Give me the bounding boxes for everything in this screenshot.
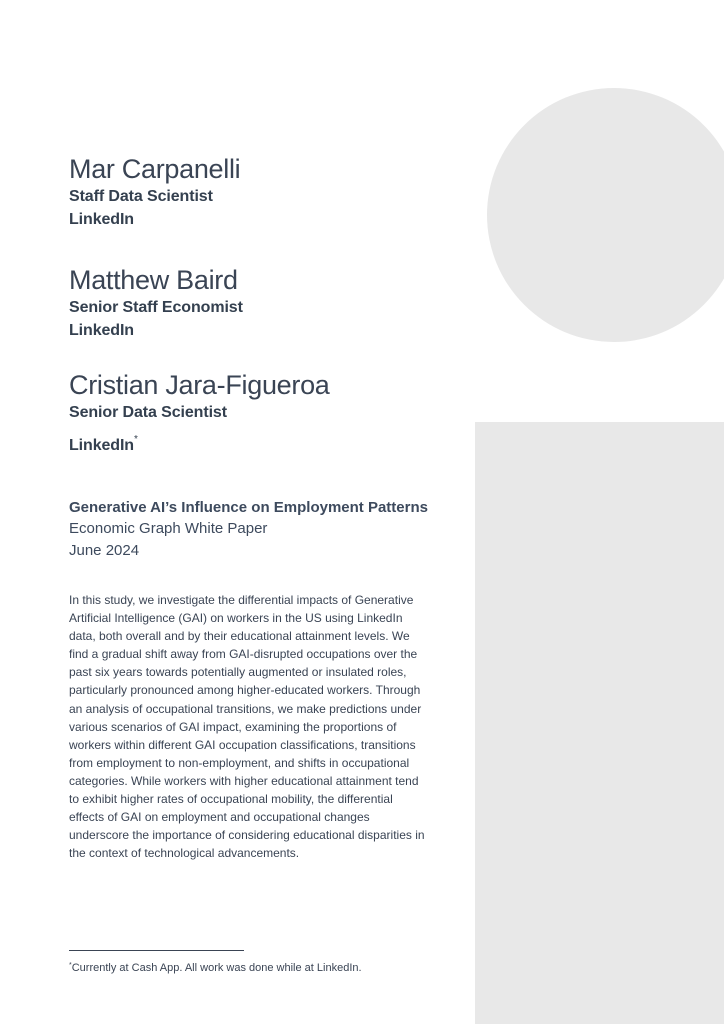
author-name: Cristian Jara-Figueroa (69, 370, 330, 400)
decorative-side-block (475, 422, 724, 1024)
author-org: LinkedIn (69, 322, 134, 339)
paper-info (69, 497, 428, 562)
author-role: Senior Data Scientist (69, 404, 227, 421)
author-block-1 (69, 153, 240, 231)
paper-title: Generative AI’s Influence on Employment Patterns (69, 499, 428, 516)
decorative-circle (487, 88, 724, 342)
paper-series: Economic Graph White Paper (69, 520, 268, 537)
author-org: LinkedIn (69, 211, 134, 228)
author-block-2 (69, 264, 243, 342)
author-block-3 (69, 369, 330, 457)
author-org-text: LinkedIn (69, 437, 134, 454)
footnote-divider (69, 950, 244, 951)
footnote-text: Currently at Cash App. All work was done while at LinkedIn. (71, 962, 362, 974)
author-name: Mar Carpanelli (69, 154, 241, 184)
author-role: Senior Staff Economist (69, 299, 243, 316)
footnote-mark: * (69, 962, 72, 969)
footnote-marker: * (133, 434, 138, 445)
footnote (69, 958, 362, 976)
abstract: In this study, we investigate the differential impacts of Generative Artificial Intelligence (GAI) on workers in the US using LinkedIn data, both overall and by their educational attainment levels. We find a gradual shift away from GAI-disrupted occupations over the past six years towards potentially augmented or insulated roles, particularly pronounced among higher-educated workers. Through an analysis of occupational transitions, we make predictions under various scenarios of GAI impact, examining the proportions of workers within different GAI occupation classifications, transitions from employment to non-employment, and shifts in occupational categories. While workers with higher educational attainment tend to exhibit higher rates of occupational mobility, the differential effects of GAI on employment and occupational changes underscore the importance of considering educational disparities in the context of technological advancements. (69, 593, 425, 861)
paper-date: June 2024 (69, 542, 140, 559)
author-role: Staff Data Scientist (69, 188, 213, 205)
author-org (69, 428, 330, 457)
author-name: Matthew Baird (69, 265, 238, 295)
